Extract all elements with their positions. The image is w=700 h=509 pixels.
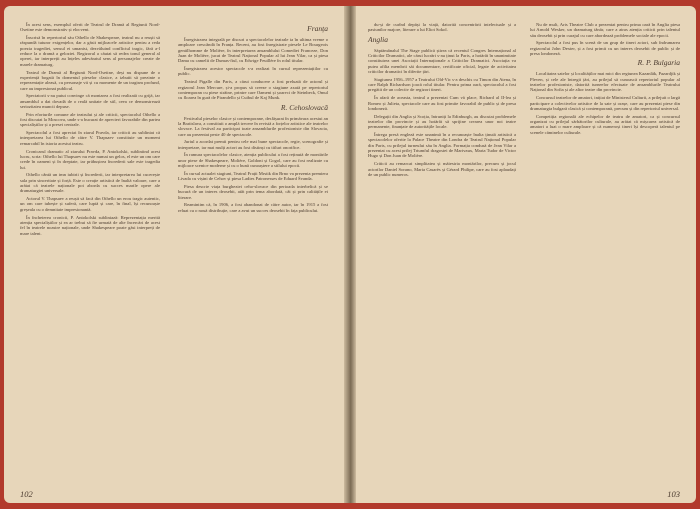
paragraph: Criticii au remarcat simplitatea și măiestria montărilor, precum și jocul actorilor Daniel Sorano, Maria Casarès și Gérard Philipe, care au fost aplaudați de un public numeros. <box>368 161 516 177</box>
paragraph: Prin eforturile comune ale teatrului și ale criticii, spectacolul Othello a fost discutat la Moscova, unde s-a bucurat de aprecieri favorabile din partea specialiștilor și a presei centrale. <box>20 111 160 128</box>
paragraph: Spectacolul a fost pus în scenă de un grup de tineri actori, sub îndrumarea regizorului John Dexter, și a fost primit cu un interes deosebit de public și de presa londoneză. <box>530 40 680 57</box>
left-page-column-1 <box>20 22 160 238</box>
paragraph: Othello cântă un imn iubirii și încrederii, iar interpretarea lui cucerește sala prin sinceritate și forță. Este o creație artistică de înaltă valoare, care a arătat că teatrele naționale pot aborda cu succes marile opere ale dramaturgiei universale. <box>20 172 160 194</box>
section-heading: Anglia <box>368 34 388 44</box>
paragraph: Săptămânalul The Stage publică știrea că recentul Congres Internațional al Criticilor Dramatici, ale cărui lucrări s-au ținut la Paris, a hotărât în unanimitate constituirea unei Asociații Internaționale a Criticilor Dramatici. Asociația va putea afilia membrii săi documentare, certificate oficial, legate de activitatea criticilor dramatici în diferite țări. <box>368 47 516 75</box>
paragraph: Spectatorii s-au putut convinge că montarea a fost realizată cu grijă, iar ansamblul a dat dovadă de o reală unitate de stil, ceea ce demonstrează seriozitatea muncii depuse. <box>20 93 160 109</box>
paragraph: Teatrul Pigalle din Paris, a cărui conducere a fost preluată de actorul și regizorul Jean Mercure, și-a propus să creeze o stagiune axată pe repertoriul contemporan cu piese străine, printre care Oameni și șoareci de Steinbeck, Omul cu floarea în gură de Pirandello și Cuibul de Kaj Munk. <box>178 79 328 101</box>
right-page-column-2 <box>530 22 680 137</box>
paragraph: Nu de mult, Arts Theatre Club a prezentat pentru prima oară în Anglia piesa lui Arnold Wesker, un dramaturg tânăr, care a atras atenția criticii prin talentul său deosebit și prin curajul cu care abordează problemele sociale ale epocii. <box>530 22 680 38</box>
paragraph: În încheierea cronicii, P. Antokolski subliniază: Reprezentația merită atenția specialiștilor și ea ar trebui să fie urmată de alte încercări de acest fel în teatrele noastre naționale, unde Shakespeare poate găsi interpreți de mare talent. <box>20 214 160 236</box>
paragraph: du-și de curînd depăși la viață, datorită concentrării intelectuale și a pasiunilor majore, literare a lui Eliot Sokol. <box>368 22 516 33</box>
section-heading: Franța <box>307 24 328 33</box>
book-spine <box>344 6 356 503</box>
paragraph: În afară de aceasta, teatrul a prezentat Cum vă place, Richard al II-lea și Romeo și Julieta, spectacole care au fost primite favorabil de public și de presa londoneză. <box>368 95 516 111</box>
paragraph: Întrega presă engleză este unanimă în a recunoaște înalta ținută artistică a spectacolelor oferite la Palace Theatre din Londra de Teatrul Național Popular din Paris, cu prilejul turneului său în Anglia. Formația condusă de Jean Vilar a prezentat cu acest prilej Triumful dragostei de Marivaux, Maria Tudor de Victor Hugo și Don Juan de Molière. <box>368 132 516 159</box>
paragraph: Actorul V. Thapsaev a reușit să facă din Othello un erou tragic autentic, un om care iubește și suferă, care luptă și care, în final, își recunoaște greșeala cu o demnitate impresionantă. <box>20 196 160 212</box>
paragraph: Înregistrarea integrală pe discuri a spectacolelor teatrale ia în ultima vreme o amploare crescândă în Franța. Recent, au fost înregistrate piesele Le Bourgeois gentilhomme de Molière, în interpretarea ansamblului Comediei Franceze, Don Juan de Molière, jucat de Teatrul Național Popular al lui Jean Vilar, ca și piesa Dama cu camelii de Dumas-fiul, cu Edwige Feuillère în rolul titular. <box>178 37 328 64</box>
paragraph: Înregistrarea acestor spectacole s-a realizat în cursul reprezentațiilor cu public. <box>178 66 328 77</box>
right-page <box>356 6 696 503</box>
paragraph: În acest sens, exemplul oferit de Teatrul de Dramă al Regiunii Nord-Osetine este demonstrativ și elocvent. <box>20 22 160 33</box>
section-heading: R. P. Bulgaria <box>637 58 680 68</box>
paragraph: Festivalul pieselor clasice și contemporane, desfășurat în primăvara acestui an la Bratislava, a constituit o amplă trecere în revistă a forțelor artistice ale teatrelor slovace. La festival au participat toate ansamblurile profesioniste din Slovacia, care au prezentat peste 40 de spectacole. <box>178 115 328 137</box>
paragraph: Înscrisă în repertoriul său Othello de Shakespeare, teatrul nu a reușit să răspundă tuturor exigențelor, dar a găsit mijloacele artistice pentru a reda poezia tragediei, sensul ei umanist, dezvăluind conflictul tragic, fără a-l reduce la o dramă a geloziei. Regizorul a căutat să redea tonul general al operei, iar interpreții au înțeles adevăratul sens al personajelor create de marele dramaturg. <box>20 35 160 67</box>
paragraph: Delegații din Anglia și Scoția, întruniți la Edinburgh, au discutat problemele teatrelor din provincie și au hotărât să sprijine crearea unor noi teatre permanente, finanțate de autoritățile locale. <box>368 113 516 130</box>
paragraph: Competiția regională ale echipelor de teatru de amatori, ca și concursul organizat cu prilejul sărbătorilor culturale, au arătat că mișcarea artistică de amatori a luat o mare amploare și că numeroși tineri își descoperă talentul pe scenele căminelor culturale. <box>530 113 680 135</box>
left-page-column-2 <box>178 22 328 215</box>
left-page <box>4 6 344 503</box>
paragraph: Localitatea satelor și localităților mai mici din regiunea Kazanlăk, Pazardjik și Pleven, și cele ale întregii țări, au prilejul să cunoască repertoriul popular al teatrelor profesioniste, datorită turneelor efectuate de ansamblurile Teatrului Național din Sofia și ale altor teatre din provincie. <box>530 71 681 93</box>
paragraph: Reamintim că, în 1906, a fost abandonat de către autor, iar în 1915 a fost reluat cu o nouă distribuție, care a avut un succes deosebit în fața publicului. <box>178 202 328 213</box>
paragraph: Piesa descrie viața burgheziei ceho-slovace din perioada interbelică și se bucură de un interes deosebit, atât prin tema abordată, cât și prin calitățile ei literare. <box>178 183 328 200</box>
paragraph: Stagiunea 1956–1957 a Teatrului Old-Vic s-a deschis cu Timon din Atena, în care Ralph Richardson joacă rolul titular. Pentru prima oară, spectacolul a fost pregătit de un colectiv de regizori tineri. <box>368 76 516 93</box>
section-heading: R. Cehoslovacă <box>280 102 328 112</box>
right-page-column-1 <box>368 22 516 180</box>
paragraph: Spectacolul a fost apreciat în ziarul Pravda, iar criticii au subliniat că interpretarea lui Othello de către V. Thapsaev constituie un moment remarcabil în istoria acestui teatru. <box>20 130 160 146</box>
paragraph: Cronicarul dramatic al ziarului Pravda, P. Antokolski, subliniind acest lucru, scria: Othello lui Thapsaev nu este numai un gelos, el este un om care crede în oameni și în dreptate, iar prăbușirea încrederii sale este tragedia lui. <box>20 148 160 170</box>
paragraph: În ramura spectacolelor clasice, atenția publicului a fost reținută de montările unor piese de Shakespeare, Molière, Goldoni și Gogol, care au fost realizate cu mijloace scenice moderne și cu o bună cunoaștere a stilului epocii. <box>178 152 328 169</box>
paragraph: În cursul actualei stagiuni, Teatrul Frații Mrstik din Brno va prezenta premiera Livada cu vișini de Cehov și piesa Ladies Patronesses de Eduard Švanda. <box>178 170 328 182</box>
page-number-left: 102 <box>20 488 33 499</box>
paragraph: Concursul teatrelor de amatori, inițiat de Ministerul Culturii, a prilejuit o largă participare a colectivelor artistice de la sate și orașe, care au prezentat piese din dramaturgia bulgară clasică și contemporană, precum și din repertoriul universal. <box>530 95 680 111</box>
page-number-right: 103 <box>667 488 680 499</box>
paragraph: Juriul a acordat premii pentru cele mai bune spectacole, regie, scenografie și interpretare, iar mai mulți actori au fost distinși cu titluri onorifice. <box>178 139 328 150</box>
paragraph: Teatrul de Dramă al Regiunii Nord-Osetine, deși nu dispune de o experiență bogată în domeniul pieselor clasice, a izbutit să prezinte o reprezentație aleasă, cu personaje vii și cu momente de un tragism profund, care au impresionat publicul. <box>20 69 160 91</box>
